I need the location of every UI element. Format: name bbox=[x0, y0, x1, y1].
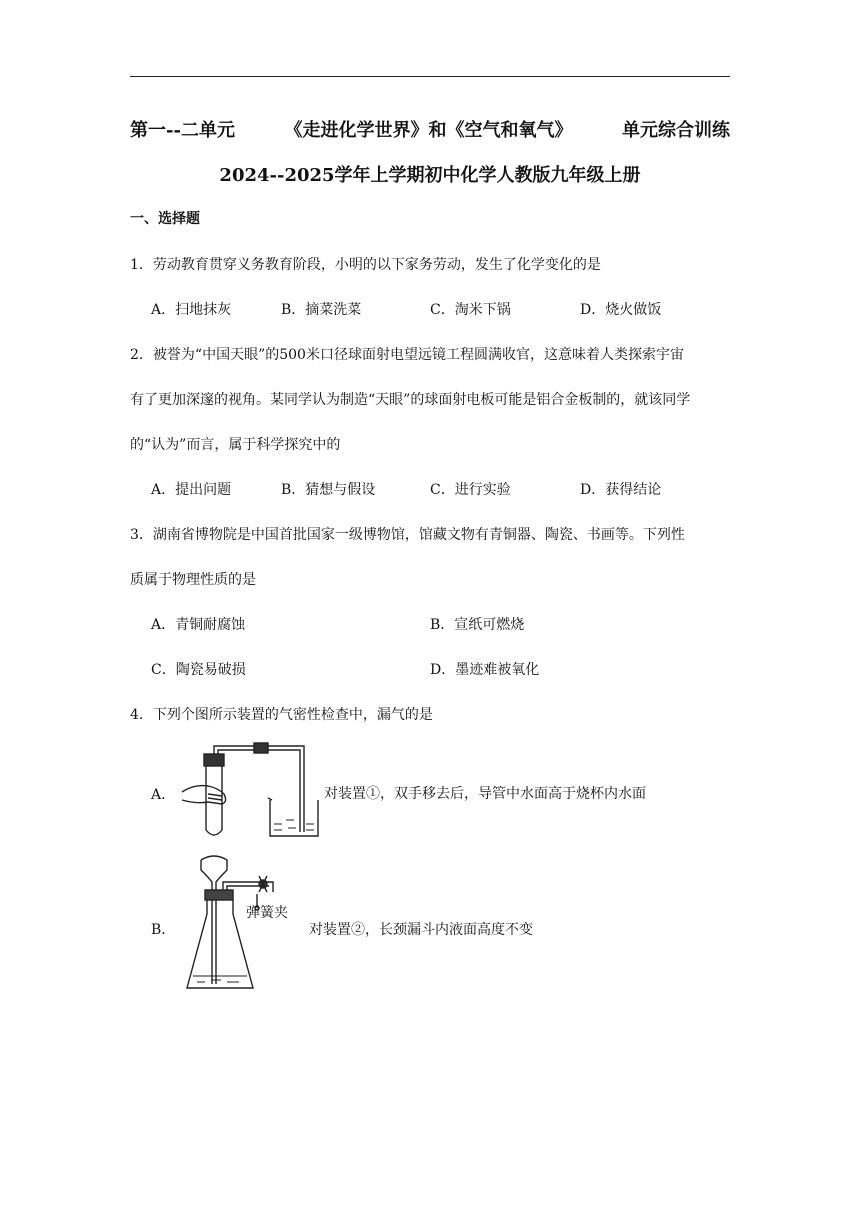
question-2-stem-line-3: 的“认为”而言，属于科学探究中的 bbox=[130, 437, 341, 453]
title-topics: 《走进化学世界》和《空气和氧气》 bbox=[284, 120, 573, 141]
question-2-stem-line-2: 有了更加深邃的视角。某同学认为制造“天眼”的球面射电板可能是铝合金板制的，就该同学 bbox=[130, 392, 691, 408]
question-4-stem: 4．下列个图所示装置的气密性检查中，漏气的是 bbox=[130, 707, 433, 723]
question-3-option-d[interactable]: D．墨迹难被氧化 bbox=[430, 662, 540, 678]
question-4-option-b-label[interactable]: B． bbox=[151, 922, 176, 938]
question-3-stem-line-2: 质属于物理性质的是 bbox=[130, 572, 256, 588]
question-3-option-a[interactable]: A．青铜耐腐蚀 bbox=[151, 617, 246, 633]
page-subtitle: 2024--2025学年上学期初中化学人教版九年级上册 bbox=[219, 165, 641, 186]
question-1-option-b[interactable]: B．摘菜洗菜 bbox=[281, 302, 362, 318]
test-tube-beaker-figure bbox=[178, 740, 323, 840]
question-1-option-c[interactable]: C．淘米下锅 bbox=[430, 302, 511, 318]
question-4-option-a-label[interactable]: A． bbox=[151, 787, 176, 803]
title-training: 单元综合训练 bbox=[621, 120, 730, 141]
question-2-option-b[interactable]: B．猜想与假设 bbox=[281, 482, 376, 498]
question-3-option-b[interactable]: B．宣纸可燃烧 bbox=[430, 617, 525, 633]
spring-clip-label: 弹簧夹 bbox=[246, 905, 288, 921]
section-heading: 一、选择题 bbox=[130, 211, 200, 227]
question-4-option-a-text: 对装置①，双手移去后，导管中水面高于烧杯内水面 bbox=[324, 786, 646, 802]
flask-funnel-figure bbox=[183, 852, 308, 997]
question-1-stem: 1．劳动教育贯穿义务教育阶段，小明的以下家务劳动，发生了化学变化的是 bbox=[130, 257, 601, 273]
question-3-option-c[interactable]: C．陶瓷易破损 bbox=[151, 662, 246, 678]
question-4-option-b-text: 对装置②，长颈漏斗内液面高度不变 bbox=[309, 922, 533, 938]
question-3-stem-line-1: 3．湖南省博物院是中国首批国家一级博物馆，馆藏文物有青铜器、陶瓷、书画等。下列性 bbox=[130, 527, 685, 543]
question-1-option-a[interactable]: A．扫地抹灰 bbox=[151, 302, 232, 318]
title-unit: 第一--二单元 bbox=[130, 120, 235, 141]
question-2-stem-line-1: 2．被誉为“中国天眼”的500米口径球面射电望远镜工程圆满收官，这意味着人类探索宇宙 bbox=[130, 347, 684, 363]
header-rule bbox=[130, 76, 730, 77]
question-2-option-c[interactable]: C．进行实验 bbox=[430, 482, 511, 498]
page-title bbox=[130, 116, 730, 142]
question-2-option-d[interactable]: D．获得结论 bbox=[580, 482, 662, 498]
question-1-option-d[interactable]: D．烧火做饭 bbox=[580, 302, 662, 318]
question-2-option-a[interactable]: A．提出问题 bbox=[151, 482, 232, 498]
